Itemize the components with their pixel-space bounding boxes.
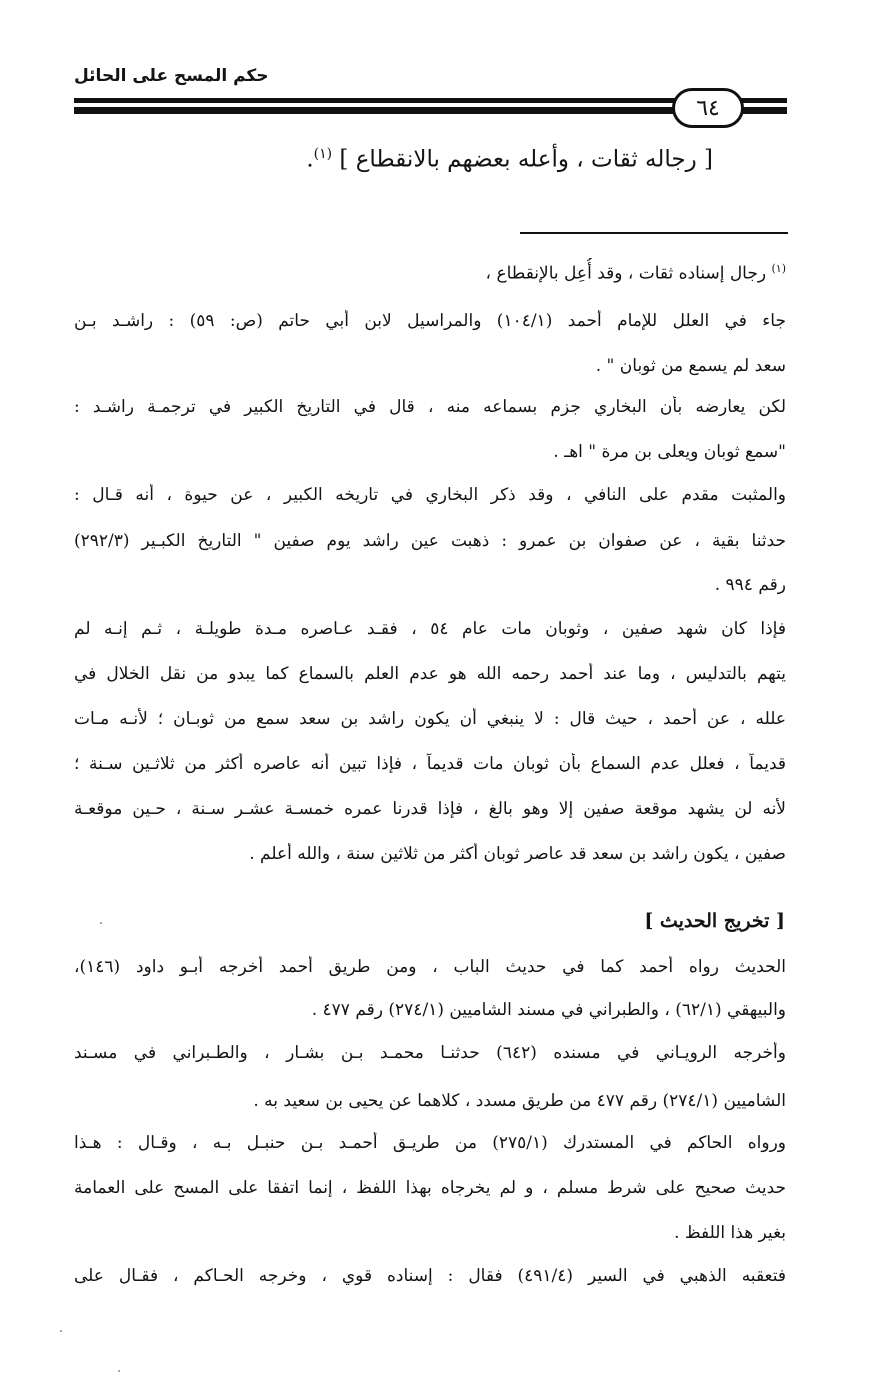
footnote-line: $^{(١)}$ رجال إسناده ثقات ، وقد أُعِل بالإنقطاع ، bbox=[485, 262, 786, 284]
footnote-line: والمثبت مقدم على النافي ، وقد ذكر البخاري في تاريخه الكبير ، عن حيوة ، أنه قـال : bbox=[74, 485, 786, 505]
main-statement: [ رجاله ثقات ، وأعله بعضهم بالانقطاع ] $^{(١)}$. bbox=[306, 146, 713, 173]
footnote-line: لأنه لن يشهد موقعة صفين إلا وهو بالغ ، فإذا قدرنا عمره خمسـة عشـر سـنة ، حـين موقعـة bbox=[74, 799, 786, 819]
footnote-line: قديماً ، فعلل عدم السماع بأن ثوبان مات قديماً ، فإذا تبين أنه عاصره أكثر من ثلاثـين سـنة ؛ bbox=[74, 754, 786, 774]
takhrij-line: فتعقبه الذهبي في السير (٤٩١/٤) فقال : إسناده قوي ، وخرجه الحـاكم ، فقـال على bbox=[74, 1266, 786, 1286]
footnote-line: لكن يعارضه بأن البخاري جزم بسماعه منه ، قال في التاريخ الكبير في ترجمـة راشـد : bbox=[74, 397, 786, 417]
footnote-line: حدثنا بقية ، عن صفوان بن عمرو : ذهبت عين راشد يوم صفين " التاريخ الكبـير (٢٩٢/٣) bbox=[74, 531, 786, 551]
page-number-text: ٦٤ bbox=[696, 95, 720, 121]
takhrij-line: وأخرجه الرويـاني في مسنده (٦٤٢) حدثنـا محمـد بـن بشـار ، والطـبراني في مسـند bbox=[74, 1043, 786, 1063]
footnote-line: يتهم بالتدليس ، وما عند أحمد رحمه الله هو عدم العلم بالسماع كما يبدو من نقل الخلال في bbox=[74, 664, 786, 684]
main-statement-text: [ رجاله ثقات ، وأعله بعضهم بالانقطاع ] bbox=[339, 146, 713, 173]
takhrij-line: الشاميين (٢٧٤/١) رقم ٤٧٧ من طريق مسدد ، كلاهما عن يحيى بن سعيد به . bbox=[253, 1091, 786, 1111]
footnote-line: سعد لم يسمع من ثوبان " . bbox=[595, 356, 786, 376]
footnote-marker: (١) bbox=[771, 262, 786, 275]
takhrij-line: ورواه الحاكم في المستدرك (٢٧٥/١) من طريـق أحمـد بـن حنبـل بـه ، وقـال : هـذا bbox=[74, 1133, 786, 1153]
footnote-line: رقم ٩٩٤ . bbox=[714, 575, 786, 595]
takhrij-line: والبيهقي (٦٢/١) ، والطبراني في مسند الشاميين (٢٧٤/١) رقم ٤٧٧ . bbox=[311, 1000, 786, 1020]
footnote-line: علله ، عن أحمد ، حيث قال : لا ينبغي أن يكون راشد بن سعد سمع من ثوبـان ؛ لأنـه مـات bbox=[74, 709, 786, 729]
footnote-line: صفين ، يكون راشد بن سعد قد عاصر ثوبان أكثر من ثلاثين سنة ، والله أعلم . bbox=[249, 844, 786, 864]
footnote-reference: (١) bbox=[313, 146, 333, 162]
takhrij-line: الحديث رواه أحمد كما في حديث الباب ، ومن طريق أحمد أخرجه أبـو داود (١٤٦)، bbox=[74, 957, 786, 977]
footnote-separator bbox=[520, 232, 788, 234]
scan-speck bbox=[60, 1330, 62, 1332]
footnote-line: فإذا كان شهد صفين ، وثوبان مات عام ٥٤ ، فقـد عـاصره مـدة طويلـة ، ثـم إنـه لم bbox=[74, 619, 786, 639]
footnote-line: جاء في العلل للإمام أحمد (١٠٤/١) والمراسيل لابن أبي حاتم (ص: ٥٩) : راشـد بـن bbox=[74, 311, 786, 331]
scan-speck bbox=[118, 1370, 120, 1372]
page-number bbox=[672, 88, 744, 128]
running-title: حكم المسح على الحائل bbox=[74, 66, 269, 86]
takhrij-line: بغير هذا اللفظ . bbox=[674, 1223, 786, 1243]
scan-speck bbox=[100, 922, 102, 924]
takhrij-line: حديث صحيح على شرط مسلم ، و لم يخرجاه بهذا اللفظ ، إنما اتفقا على المسح على العمامة bbox=[74, 1178, 786, 1198]
footnote-line: "سمع ثوبان ويعلى بن مرة " اهـ . bbox=[553, 442, 786, 462]
section-heading: [ تخريج الحديث ] bbox=[644, 910, 785, 932]
